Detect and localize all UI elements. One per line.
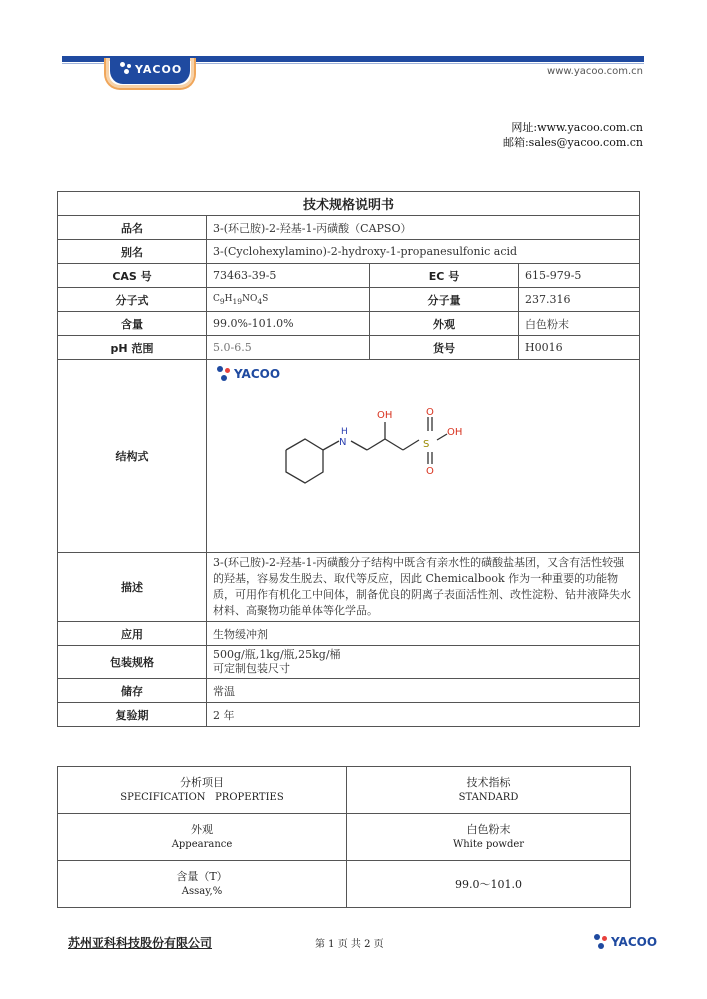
- analysis-item: [58, 861, 347, 908]
- formula-label: 分子式: [58, 288, 207, 312]
- analysis-standard: [347, 861, 631, 908]
- logo-text: YACOO: [611, 935, 658, 949]
- retest-value: 2 年: [207, 703, 640, 727]
- pack-label: 包装规格: [58, 646, 207, 679]
- desc-value: 3-(环己胺)-2-羟基-1-丙磺酸分子结构中既含有亲水性的磺酸盐基团，又含有活性较强的羟基，容易发生脱去、取代等反应，因此 Chemicalbook 作为一种重要的功能物质，可用作有机化工中间体，制备优良的阴离子表面活性剂、改性淀粉、钻井液降失水材料、高聚物功能单体等化学品。: [207, 553, 640, 622]
- pack-value-2: 可定制包装尺寸: [213, 662, 290, 675]
- formula-value: $C_9H_{19}NO_4S$: [207, 288, 370, 312]
- storage-label: 储存: [58, 679, 207, 703]
- use-label: 应用: [58, 622, 207, 646]
- desc-label: 描述: [58, 553, 207, 622]
- atom-oh1: OH: [377, 410, 393, 421]
- pack-value: [207, 646, 640, 679]
- footer-logo: [594, 934, 657, 950]
- ph-label: pH 范围: [58, 336, 207, 360]
- structure-label: 结构式: [58, 360, 207, 553]
- std-en: White powder: [452, 839, 525, 850]
- item-label: 货号: [370, 336, 519, 360]
- name-label: 品名: [58, 216, 207, 240]
- item-value: H0016: [519, 336, 640, 360]
- cas-label: CAS 号: [58, 264, 207, 288]
- logo-text: YACOO: [234, 367, 281, 381]
- analysis-table: [57, 766, 631, 908]
- contact-web[interactable]: 网址:www.yacoo.com.cn: [511, 121, 643, 134]
- std-cn: 99.0～101.0: [455, 877, 522, 891]
- item-cn: 外观: [191, 823, 213, 836]
- mw-label: 分子量: [370, 288, 519, 312]
- item-en: Assay,%: [181, 886, 223, 897]
- std-cn: 白色粉末: [466, 823, 511, 836]
- atom-s: S: [423, 439, 430, 450]
- atom-oh2: OH: [447, 427, 463, 438]
- cas-value: 73463-39-5: [207, 264, 370, 288]
- logo-dots-icon: [120, 62, 134, 76]
- header-logo: [120, 62, 182, 76]
- ph-value: 5.0-6.5: [207, 336, 370, 360]
- analysis-item: [58, 814, 347, 861]
- atom-n: N: [339, 437, 347, 448]
- analysis-standard: [347, 814, 631, 861]
- content-value: 99.0%-101.0%: [207, 312, 370, 336]
- pack-value-1: 500g/瓶,1kg/瓶,25kg/桶: [213, 648, 341, 661]
- atom-o1: O: [426, 407, 434, 418]
- atom-h: H: [341, 427, 348, 437]
- footer-company: 苏州亚科科技股份有限公司: [68, 936, 213, 950]
- structure-diagram: [207, 360, 647, 550]
- structure-cell: [207, 360, 640, 553]
- header-logo-badge: [104, 58, 196, 90]
- logo-dots-icon: [594, 934, 610, 950]
- content-label: 含量: [58, 312, 207, 336]
- item-cn: 含量（T）: [176, 870, 228, 883]
- use-value: 生物缓冲剂: [207, 622, 640, 646]
- alias-value: 3-(Cyclohexylamino)-2-hydroxy-1-propanesulfonic acid: [207, 240, 640, 264]
- item-en: Appearance: [171, 839, 233, 850]
- alias-label: 别名: [58, 240, 207, 264]
- mw-value: 237.316: [519, 288, 640, 312]
- ec-label: EC 号: [370, 264, 519, 288]
- contact-block: [503, 120, 643, 150]
- contact-mail[interactable]: 邮箱:sales@yacoo.com.cn: [502, 136, 643, 149]
- col2-cn: 技术指标: [466, 776, 511, 789]
- spec-table: [57, 191, 640, 727]
- table-row: [58, 861, 631, 908]
- ec-value: 615-979-5: [519, 264, 640, 288]
- appearance-label: 外观: [370, 312, 519, 336]
- name-value: 3-(环己胺)-2-羟基-1-丙磺酸（CAPSO）: [207, 216, 640, 240]
- site-url[interactable]: www.yacoo.com.cn: [547, 66, 643, 77]
- retest-label: 复验期: [58, 703, 207, 727]
- analysis-col1-header: [58, 767, 347, 814]
- spec-title: 技术规格说明书: [58, 192, 640, 216]
- appearance-value: 白色粉末: [519, 312, 640, 336]
- analysis-col2-header: [347, 767, 631, 814]
- footer-page: 第 1 页 共 2 页: [315, 939, 384, 950]
- molecule-bonds: [286, 417, 447, 483]
- col2-en: STANDARD: [458, 792, 519, 803]
- atom-o2: O: [426, 466, 434, 477]
- col1-en: SPECIFICATION PROPERTIES: [120, 792, 284, 803]
- storage-value: 常温: [207, 679, 640, 703]
- table-row: [58, 814, 631, 861]
- col1-cn: 分析项目: [180, 776, 224, 789]
- logo-text: YACOO: [135, 62, 183, 76]
